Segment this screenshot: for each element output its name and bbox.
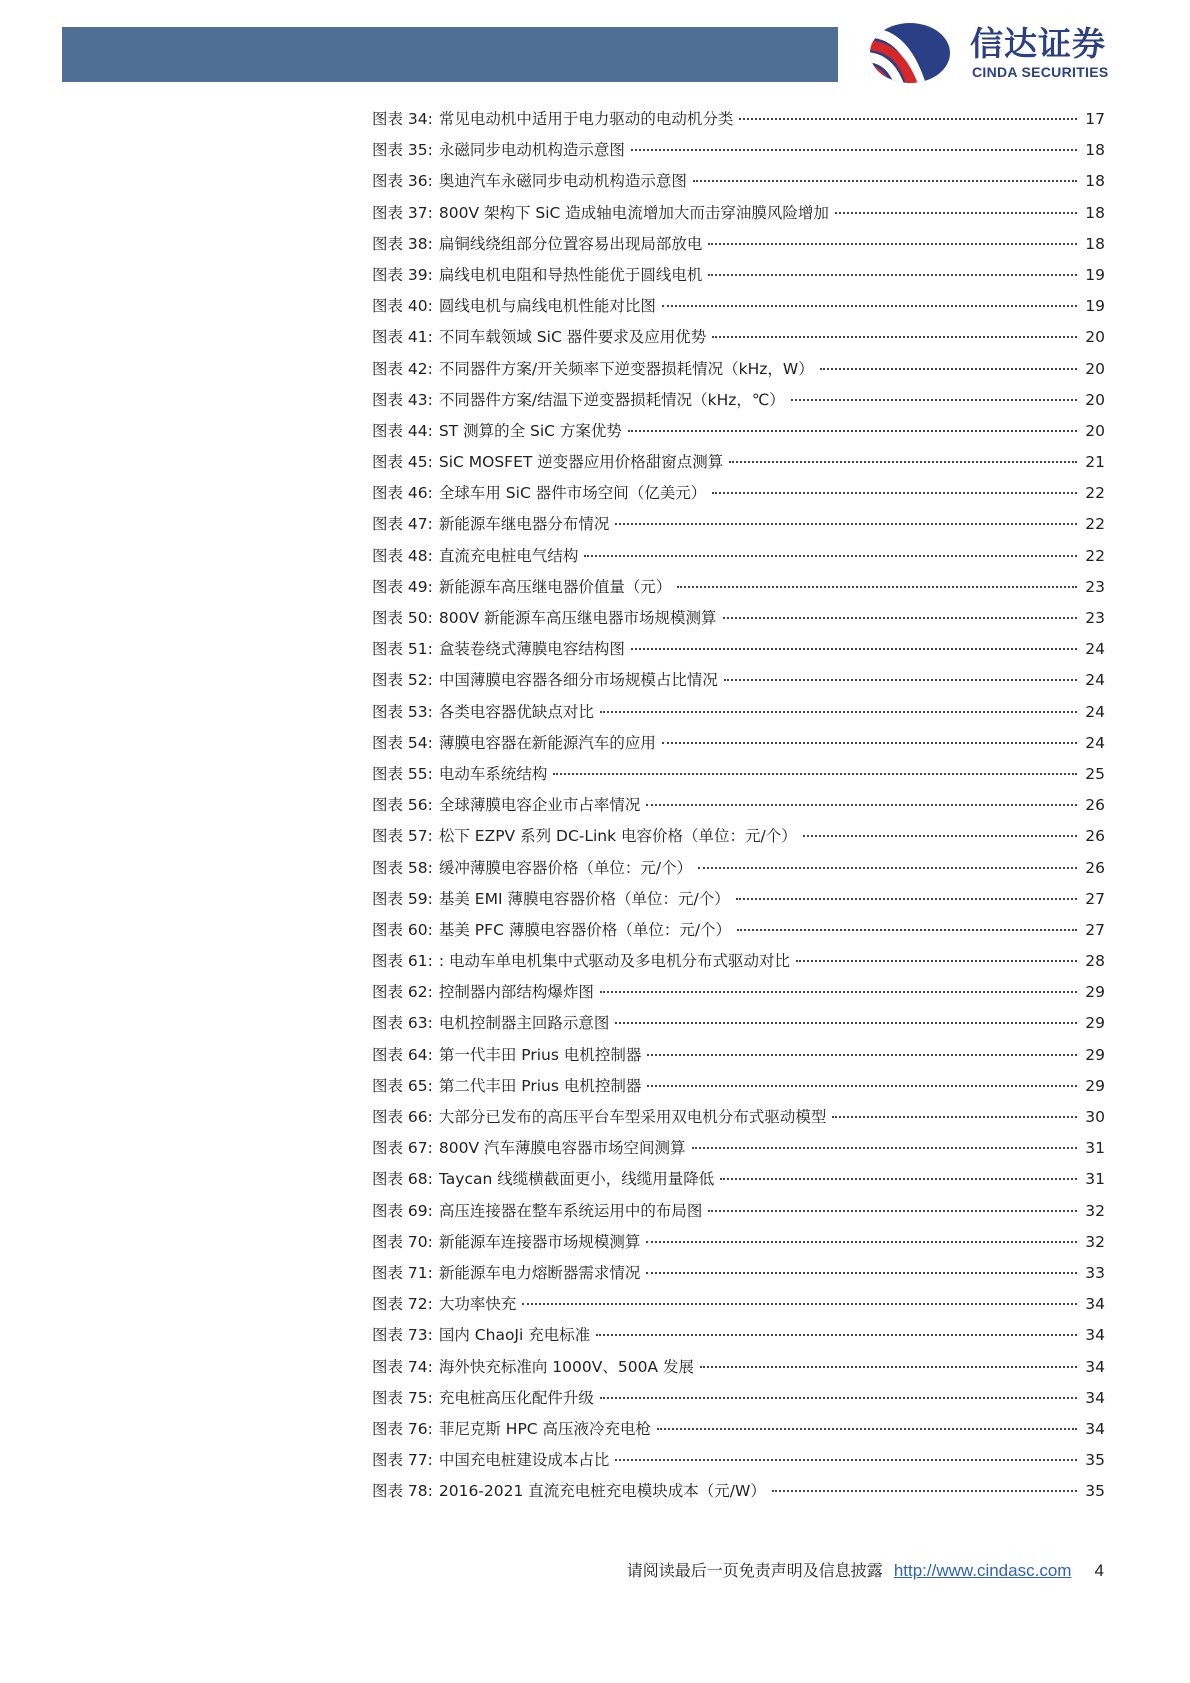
toc-entry[interactable]: [372, 1448, 1105, 1479]
toc-entry[interactable]: [372, 980, 1105, 1011]
toc-entry[interactable]: [372, 450, 1105, 481]
toc-entry-label: 图表 48:: [372, 546, 433, 565]
toc-entry[interactable]: [372, 294, 1105, 325]
toc-entry-page: 34: [1085, 1357, 1105, 1376]
toc-entry-page: 18: [1085, 172, 1105, 191]
toc-entry-title: 国内 ChaoJi 充电标准: [438, 1326, 591, 1345]
disclaimer-text: 请阅读最后一页免责声明及信息披露: [626, 1561, 883, 1580]
toc-entry-label: 图表 62:: [372, 983, 433, 1002]
toc-entry[interactable]: [372, 1074, 1105, 1105]
toc-entry[interactable]: [372, 1199, 1105, 1230]
toc-entry-label: 图表 75:: [372, 1388, 433, 1407]
toc-entry[interactable]: [372, 1167, 1105, 1198]
toc-dot-leader: [698, 867, 1077, 869]
toc-entry[interactable]: [372, 949, 1105, 980]
toc-entry-page: 24: [1085, 702, 1105, 721]
toc-entry-title: : 电动车单电机集中式驱动及多电机分布式驱动对比: [438, 952, 791, 971]
toc-entry-title: 不同车载领域 SiC 器件要求及应用优势: [438, 328, 707, 347]
toc-entry-label: 图表 52:: [372, 671, 433, 690]
cinda-logo-icon: [860, 22, 960, 84]
toc-entry-title: 各类电容器优缺点对比: [438, 702, 594, 721]
toc-entry[interactable]: [372, 731, 1105, 762]
footer: [0, 1558, 1104, 1581]
toc-entry-title: 不同器件方案/开关频率下逆变器损耗情况（kHz，W）: [438, 359, 814, 378]
toc-entry-page: 19: [1085, 297, 1105, 316]
toc-dot-leader: [522, 1303, 1077, 1305]
toc-entry-page: 22: [1085, 484, 1105, 503]
toc-entry-label: 图表 76:: [372, 1419, 433, 1438]
toc-entry-title: 中国充电桩建设成本占比: [438, 1451, 610, 1470]
toc-entry-page: 35: [1085, 1482, 1105, 1501]
toc-entry[interactable]: [372, 606, 1105, 637]
toc-dot-leader: [615, 1459, 1077, 1461]
toc-entry-page: 26: [1085, 827, 1105, 846]
toc-entry-title: 800V 新能源车高压继电器市场规模测算: [438, 609, 717, 627]
toc-dot-leader: [708, 243, 1077, 245]
toc-entry-label: 图表 37:: [372, 203, 433, 222]
toc-dot-leader: [772, 1490, 1077, 1492]
toc-entry-label: 图表 69:: [372, 1201, 433, 1220]
toc-dot-leader: [584, 555, 1077, 557]
toc-dot-leader: [700, 1366, 1077, 1368]
toc-entry[interactable]: [372, 824, 1105, 855]
toc-dot-leader: [835, 212, 1077, 214]
toc-entry-label: 图表 58:: [372, 858, 433, 877]
toc-dot-leader: [631, 149, 1077, 151]
toc-entry-title: ST 测算的全 SiC 方案优势: [438, 421, 622, 440]
toc-entry-title: 海外快充标准向 1000V、500A 发展: [438, 1357, 694, 1376]
toc-entry-page: 29: [1085, 1014, 1105, 1033]
toc-entry-label: 图表 42:: [372, 359, 433, 378]
toc-entry[interactable]: [372, 668, 1105, 699]
toc-entry-page: 31: [1085, 1139, 1105, 1158]
toc-entry-title: 新能源车连接器市场规模测算: [438, 1232, 641, 1251]
toc-dot-leader: [615, 523, 1077, 525]
toc-entry[interactable]: [372, 544, 1105, 575]
toc-entry-label: 图表 68:: [372, 1170, 433, 1189]
toc-entry-label: 图表 39:: [372, 265, 433, 284]
toc-entry-page: 29: [1085, 1076, 1105, 1095]
toc-entry-page: 29: [1085, 983, 1105, 1002]
toc-entry-title: 扁线电机电阻和导热性能优于圆线电机: [438, 265, 703, 284]
toc-entry-page: 26: [1085, 858, 1105, 877]
toc-entry-page: 25: [1085, 764, 1105, 783]
toc-entry[interactable]: [372, 887, 1105, 918]
toc-entry-label: 图表 36:: [372, 172, 433, 191]
toc-entry-label: 图表 44:: [372, 421, 433, 440]
toc-entry-page: 22: [1085, 515, 1105, 534]
toc-dot-leader: [662, 742, 1077, 744]
toc-entry-label: 图表 50:: [372, 609, 433, 627]
toc-entry-title: 新能源车高压继电器价值量（元）: [438, 577, 672, 596]
toc-entry-title: 扁铜线绕组部分位置容易出现局部放电: [438, 234, 703, 253]
toc-entry-label: 图表 47:: [372, 515, 433, 534]
toc-dot-leader: [737, 929, 1077, 931]
toc-entry-title: 松下 EZPV 系列 DC-Link 电容价格（单位：元/个）: [438, 827, 797, 846]
toc-entry[interactable]: [372, 1386, 1105, 1417]
toc-dot-leader: [647, 1054, 1077, 1056]
toc-dot-leader: [600, 991, 1077, 993]
toc-entry-page: 18: [1085, 203, 1105, 222]
header-bar: [62, 27, 838, 82]
toc-entry-label: 图表 63:: [372, 1014, 433, 1033]
toc-dot-leader: [692, 1147, 1078, 1149]
toc-dot-leader: [596, 1334, 1077, 1336]
toc-entry-title: 永磁同步电动机构造示意图: [438, 141, 625, 160]
toc-entry-label: 图表 61:: [372, 952, 433, 971]
toc-dot-leader: [662, 305, 1077, 307]
toc-dot-leader: [796, 960, 1077, 962]
toc-entry-title: 中国薄膜电容器各细分市场规模占比情况: [438, 671, 718, 690]
toc-entry-label: 图表 53:: [372, 702, 433, 721]
toc-entry[interactable]: [372, 575, 1105, 606]
toc-dot-leader: [739, 118, 1077, 120]
toc-entry-label: 图表 65:: [372, 1076, 433, 1095]
toc-entry[interactable]: [372, 918, 1105, 949]
toc-dot-leader: [646, 1241, 1077, 1243]
page-number: 4: [1094, 1561, 1104, 1580]
toc-entry-label: 图表 55:: [372, 764, 433, 783]
toc-dot-leader: [708, 274, 1077, 276]
toc-entry-title: 充电桩高压化配件升级: [438, 1388, 594, 1407]
toc-entry-title: 菲尼克斯 HPC 高压液冷充电枪: [438, 1419, 652, 1438]
toc-dot-leader: [553, 773, 1077, 775]
toc-entry-label: 图表 74:: [372, 1357, 433, 1376]
toc-entry-page: 20: [1085, 390, 1105, 409]
toc-dot-leader: [723, 617, 1078, 619]
toc-entry-title: 薄膜电容器在新能源汽车的应用: [438, 733, 656, 752]
toc-entry[interactable]: [372, 1136, 1105, 1167]
toc-entry-page: 34: [1085, 1295, 1105, 1314]
toc-entry-page: 20: [1085, 328, 1105, 347]
toc-entry-label: 图表 54:: [372, 733, 433, 752]
toc-entry-page: 31: [1085, 1170, 1105, 1189]
toc-entry-page: 20: [1085, 359, 1105, 378]
toc-entry[interactable]: [372, 325, 1105, 356]
toc-entry[interactable]: [372, 263, 1105, 294]
toc-entry-title: 新能源车继电器分布情况: [438, 515, 610, 534]
toc-entry-page: 32: [1085, 1232, 1105, 1251]
toc-entry-label: 图表 77:: [372, 1451, 433, 1470]
toc-entry-label: 图表 57:: [372, 827, 433, 846]
toc-entry-title: 控制器内部结构爆炸图: [438, 983, 594, 1002]
toc-entry-label: 图表 40:: [372, 297, 433, 316]
toc-dot-leader: [631, 648, 1077, 650]
toc-entry[interactable]: [372, 1417, 1105, 1448]
toc-entry-title: 圆线电机与扁线电机性能对比图: [438, 297, 656, 316]
toc-entry-label: 图表 46:: [372, 484, 433, 503]
toc-entry-label: 图表 66:: [372, 1108, 433, 1126]
toc-entry-title: 大功率快充: [438, 1295, 517, 1314]
toc-entry[interactable]: [372, 419, 1105, 450]
toc-entry[interactable]: [372, 201, 1105, 232]
toc-dot-leader: [712, 492, 1077, 494]
brand-logo: [860, 22, 1160, 84]
toc-entry-title: 第二代丰田 Prius 电机控制器: [438, 1076, 642, 1095]
toc-entry-title: 奥迪汽车永磁同步电动机构造示意图: [438, 172, 687, 191]
toc-entry-page: 18: [1085, 141, 1105, 160]
toc-dot-leader: [657, 1428, 1077, 1430]
toc-dot-leader: [712, 336, 1077, 338]
toc-entry-title: 电机控制器主回路示意图: [438, 1014, 610, 1033]
toc-entry[interactable]: [372, 1323, 1105, 1354]
toc-entry-label: 图表 59:: [372, 889, 433, 908]
toc-entry-page: 24: [1085, 671, 1105, 690]
toc-entry-title: 大部分已发布的高压平台车型采用双电机分布式驱动模型: [438, 1108, 827, 1126]
toc-entry-label: 图表 41:: [372, 328, 433, 347]
toc-entry-page: 17: [1085, 110, 1105, 128]
toc-entry-page: 35: [1085, 1451, 1105, 1470]
toc-entry[interactable]: [372, 388, 1105, 419]
toc-entry-title: Taycan 线缆横截面更小，线缆用量降低: [438, 1170, 715, 1189]
toc-entry[interactable]: [372, 107, 1105, 138]
toc-entry-title: 800V 汽车薄膜电容器市场空间测算: [438, 1139, 686, 1158]
toc-dot-leader: [720, 1178, 1077, 1180]
toc-dot-leader: [736, 898, 1077, 900]
toc-entry-page: 34: [1085, 1388, 1105, 1407]
toc-entry-page: 34: [1085, 1419, 1105, 1438]
toc-entry-label: 图表 67:: [372, 1139, 433, 1158]
toc-entry-title: 全球车用 SiC 器件市场空间（亿美元）: [438, 484, 707, 503]
toc-dot-leader: [646, 804, 1077, 806]
toc-dot-leader: [600, 711, 1077, 713]
toc-entry-page: 24: [1085, 640, 1105, 659]
toc-entry-page: 22: [1085, 546, 1105, 565]
toc-entry[interactable]: [372, 1479, 1105, 1510]
toc-entry-page: 20: [1085, 421, 1105, 440]
toc-entry[interactable]: [372, 1105, 1105, 1136]
toc-entry-page: 30: [1085, 1108, 1105, 1126]
toc-entry-page: 24: [1085, 733, 1105, 752]
toc-entry-page: 28: [1085, 952, 1105, 971]
toc-entry[interactable]: [372, 793, 1105, 824]
toc-entry-label: 图表 56:: [372, 796, 433, 815]
toc-dot-leader: [677, 586, 1077, 588]
toc-entry-page: 29: [1085, 1045, 1105, 1064]
toc-entry[interactable]: [372, 700, 1105, 731]
toc-entry-label: 图表 78:: [372, 1482, 433, 1501]
toc-entry-title: 800V 架构下 SiC 造成轴电流增加大而击穿油膜风险增加: [438, 203, 829, 222]
toc-entry-label: 图表 64:: [372, 1045, 433, 1064]
toc-entry-page: 26: [1085, 796, 1105, 815]
toc-entry-page: 21: [1085, 453, 1105, 472]
toc-entry[interactable]: [372, 1230, 1105, 1261]
toc-entry[interactable]: [372, 1261, 1105, 1292]
toc-entry-title: 缓冲薄膜电容器价格（单位：元/个）: [438, 858, 693, 877]
figure-index-list: [372, 107, 1105, 1510]
toc-entry-page: 23: [1085, 577, 1105, 596]
toc-entry-label: 图表 73:: [372, 1326, 433, 1345]
toc-entry[interactable]: [372, 1043, 1105, 1074]
toc-dot-leader: [647, 1085, 1077, 1087]
toc-entry-label: 图表 43:: [372, 390, 433, 409]
toc-entry-title: 常见电动机中适用于电力驱动的电动机分类: [438, 110, 734, 128]
toc-entry-title: 基美 EMI 薄膜电容器价格（单位：元/个）: [438, 889, 730, 908]
toc-entry[interactable]: [372, 1011, 1105, 1042]
toc-dot-leader: [693, 180, 1077, 182]
toc-entry-label: 图表 72:: [372, 1295, 433, 1314]
brand-name-en: CINDA SECURITIES: [972, 64, 1109, 80]
toc-entry[interactable]: [372, 762, 1105, 793]
toc-dot-leader: [628, 430, 1077, 432]
toc-entry-title: SiC MOSFET 逆变器应用价格甜窗点测算: [438, 453, 724, 472]
toc-entry-label: 图表 49:: [372, 577, 433, 596]
brand-name-cn: 信达证券: [970, 24, 1106, 63]
toc-dot-leader: [646, 1272, 1077, 1274]
toc-entry-page: 27: [1085, 920, 1105, 939]
toc-entry[interactable]: [372, 1355, 1105, 1386]
toc-entry-title: 2016-2021 直流充电桩充电模块成本（元/W）: [438, 1482, 766, 1501]
toc-entry-title: 基美 PFC 薄膜电容器价格（单位：元/个）: [438, 920, 732, 939]
toc-entry-page: 23: [1085, 609, 1105, 627]
toc-dot-leader: [820, 368, 1077, 370]
toc-entry-title: 全球薄膜电容企业市占率情况: [438, 796, 641, 815]
toc-entry-page: 34: [1085, 1326, 1105, 1345]
toc-entry-label: 图表 38:: [372, 234, 433, 253]
toc-entry-page: 33: [1085, 1263, 1105, 1282]
toc-entry-page: 18: [1085, 234, 1105, 253]
toc-entry-title: 盒装卷绕式薄膜电容结构图: [438, 640, 625, 659]
toc-entry-title: 新能源车电力熔断器需求情况: [438, 1263, 641, 1282]
website-link[interactable]: http://www.cindasc.com: [893, 1561, 1072, 1580]
toc-entry-label: 图表 45:: [372, 453, 433, 472]
toc-entry-title: 不同器件方案/结温下逆变器损耗情况（kHz，℃）: [438, 390, 785, 409]
toc-entry-title: 直流充电桩电气结构: [438, 546, 579, 565]
toc-entry-label: 图表 70:: [372, 1232, 433, 1251]
toc-entry-label: 图表 35:: [372, 141, 433, 160]
toc-entry[interactable]: [372, 1292, 1105, 1323]
toc-dot-leader: [615, 1022, 1077, 1024]
toc-entry-label: 图表 71:: [372, 1263, 433, 1282]
toc-entry[interactable]: [372, 232, 1105, 263]
toc-dot-leader: [724, 679, 1077, 681]
toc-entry-page: 32: [1085, 1201, 1105, 1220]
toc-dot-leader: [708, 1210, 1077, 1212]
toc-dot-leader: [729, 461, 1077, 463]
toc-entry-title: 高压连接器在整车系统运用中的布局图: [438, 1201, 703, 1220]
toc-dot-leader: [791, 399, 1077, 401]
toc-entry[interactable]: [372, 169, 1105, 200]
toc-dot-leader: [600, 1397, 1077, 1399]
toc-entry[interactable]: [372, 637, 1105, 668]
toc-entry-label: 图表 60:: [372, 920, 433, 939]
toc-dot-leader: [803, 835, 1077, 837]
toc-entry-title: 电动车系统结构: [438, 764, 548, 783]
toc-dot-leader: [832, 1116, 1077, 1118]
toc-entry-page: 27: [1085, 889, 1105, 908]
toc-entry[interactable]: [372, 512, 1105, 543]
toc-entry[interactable]: [372, 481, 1105, 512]
toc-entry[interactable]: [372, 138, 1105, 169]
toc-entry-title: 第一代丰田 Prius 电机控制器: [438, 1045, 642, 1064]
toc-entry[interactable]: [372, 357, 1105, 388]
toc-entry-label: 图表 34:: [372, 110, 433, 128]
toc-entry[interactable]: [372, 856, 1105, 887]
toc-entry-page: 19: [1085, 265, 1105, 284]
toc-entry-label: 图表 51:: [372, 640, 433, 659]
